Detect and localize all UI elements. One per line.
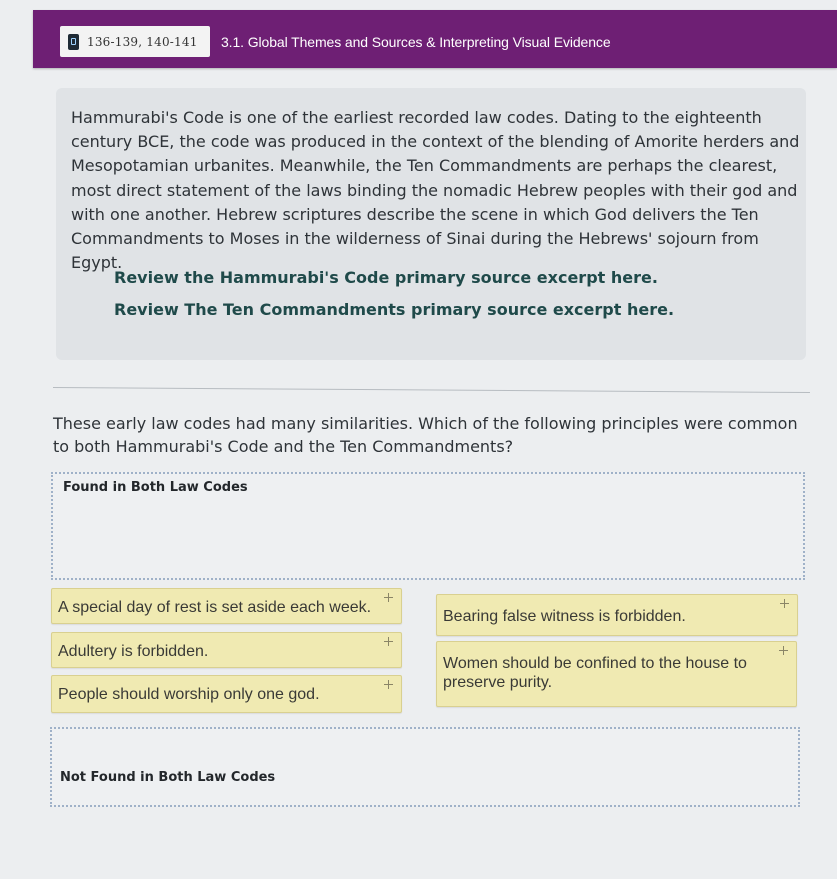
dropzone-not-found-label: Not Found in Both Law Codes	[60, 770, 276, 785]
section-title: 3.1. Global Themes and Sources & Interpreting Visual Evidence	[221, 34, 611, 50]
card-label: Women should be confined to the house to preserve purity.	[443, 655, 747, 691]
divider	[53, 387, 810, 393]
move-icon	[779, 646, 788, 655]
draggable-card-day-of-rest[interactable]	[51, 588, 402, 624]
draggable-card-adultery[interactable]	[51, 632, 402, 668]
dropzone-not-found-in-both[interactable]	[50, 727, 800, 807]
card-label: A special day of rest is set aside each week.	[58, 599, 372, 616]
move-icon	[384, 593, 393, 602]
move-icon	[384, 637, 393, 646]
card-label: Bearing false witness is forbidden.	[443, 608, 686, 625]
draggable-card-one-god[interactable]	[51, 675, 402, 713]
dropzone-found-label: Found in Both Law Codes	[63, 480, 248, 495]
intro-text: Hammurabi's Code is one of the earliest recorded law codes. Dating to the eighteenth century BCE, the code was produced in the context of the blending of Amorite herders and Mesopotamian urbanites. Meanwhile, the Ten Commandments are perhaps the clearest, most direct statement of the laws binding the nomadic Hebrew peoples with their god and with one another. Hebrew scriptures describe the scene in which God delivers the Ten Commandments to Moses in the wilderness of Sinai during the Hebrews' sojourn from Egypt.	[71, 108, 800, 273]
move-icon	[384, 680, 393, 689]
book-icon	[68, 34, 79, 50]
textbook-pages-button[interactable]	[60, 26, 210, 57]
question-prompt: These early law codes had many similarities. Which of the following principles were common to both Hammurabi's Code and the Ten Commandments?	[53, 414, 798, 456]
ten-commandments-source-link[interactable]: Review The Ten Commandments primary source excerpt here.	[114, 300, 675, 319]
section-header	[33, 10, 837, 68]
draggable-card-false-witness[interactable]	[436, 594, 798, 636]
intro-panel	[56, 88, 806, 360]
textbook-pages-label: 136-139, 140-141	[87, 34, 198, 49]
draggable-card-women-confined[interactable]	[436, 641, 797, 707]
dropzone-found-in-both[interactable]	[51, 472, 805, 580]
card-label: People should worship only one god.	[58, 686, 320, 703]
card-label: Adultery is forbidden.	[58, 643, 209, 660]
move-icon	[780, 599, 789, 608]
hammurabi-source-link[interactable]: Review the Hammurabi's Code primary source excerpt here.	[114, 268, 658, 287]
